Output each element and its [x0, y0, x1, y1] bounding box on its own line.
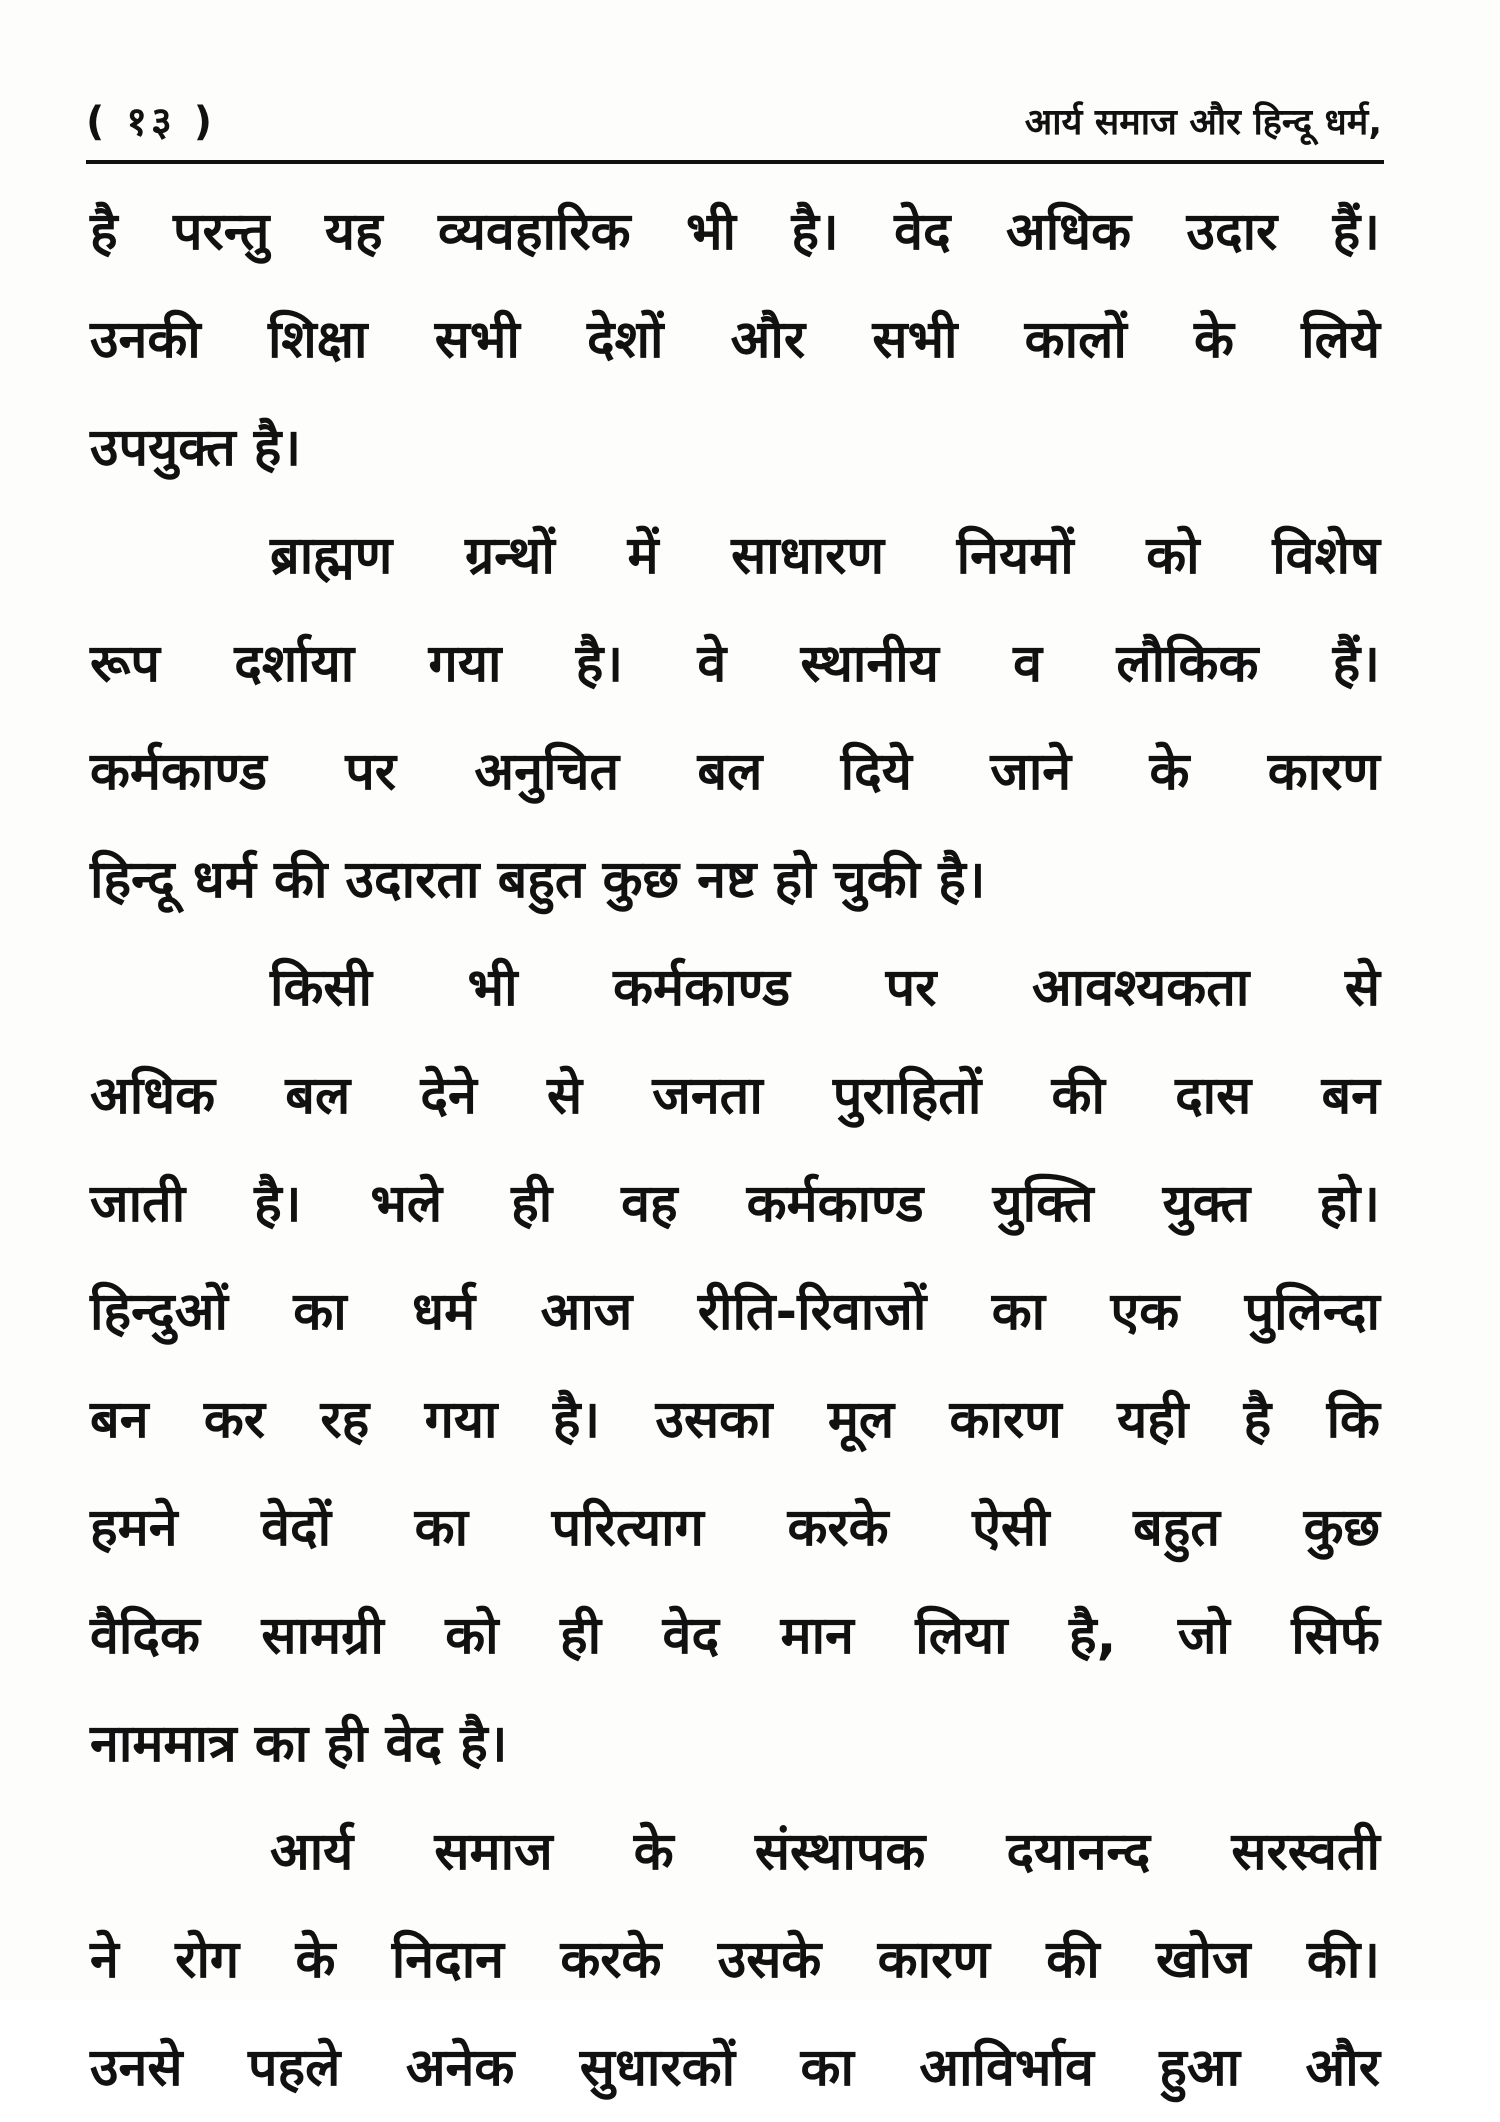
text-line: किसी भी कर्मकाण्ड पर आवश्यकता से	[270, 958, 1380, 1018]
text-line: नाममात्र का ही वेद है।	[90, 1714, 508, 1774]
text-line: जाती है। भले ही वह कर्मकाण्ड युक्ति युक्त हो।	[90, 1174, 1380, 1234]
text-line: रूप दर्शाया गया है। वे स्थानीय व लौकिक हैं।	[90, 634, 1380, 694]
text-line: वैदिक सामग्री को ही वेद मान लिया है, जो सिर्फ	[90, 1606, 1380, 1666]
text-line: आर्य समाज के संस्थापक दयानन्द सरस्वती	[270, 1822, 1380, 1882]
text-line: हिन्दू धर्म की उदारता बहुत कुछ नष्ट हो चुकी है।	[90, 850, 986, 910]
text-line: बन कर रह गया है। उसका मूल कारण यही है कि	[90, 1390, 1380, 1450]
text-line: हमने वेदों का परित्याग करके ऐसी बहुत कुछ	[90, 1498, 1380, 1558]
text-line: उनकी शिक्षा सभी देशों और सभी कालों के लिये	[90, 310, 1380, 370]
page-number: ( १३ )	[86, 99, 217, 145]
text-line: उनसे पहले अनेक सुधारकों का आविर्भाव हुआ और	[90, 2038, 1380, 2098]
page-header	[86, 92, 1382, 154]
text-line: उपयुक्त है।	[90, 418, 302, 478]
running-title: आर्य समाज और हिन्दू धर्म,	[1024, 102, 1382, 143]
header-rule	[86, 160, 1384, 164]
text-line: है परन्तु यह व्यवहारिक भी है। वेद अधिक उदार हैं।	[90, 202, 1380, 262]
text-line: हिन्दुओं का धर्म आज रीति-रिवाजों का एक पुलिन्दा	[90, 1282, 1380, 1342]
text-line: ब्राह्मण ग्रन्थों में साधारण नियमों को विशेष	[270, 526, 1380, 586]
text-line: अधिक बल देने से जनता पुराहितों की दास बन	[90, 1066, 1380, 1126]
text-line: ने रोग के निदान करके उसके कारण की खोज की।	[90, 1930, 1380, 1990]
text-line: कर्मकाण्ड पर अनुचित बल दिये जाने के कारण	[90, 742, 1380, 802]
body-text	[90, 178, 1380, 2122]
